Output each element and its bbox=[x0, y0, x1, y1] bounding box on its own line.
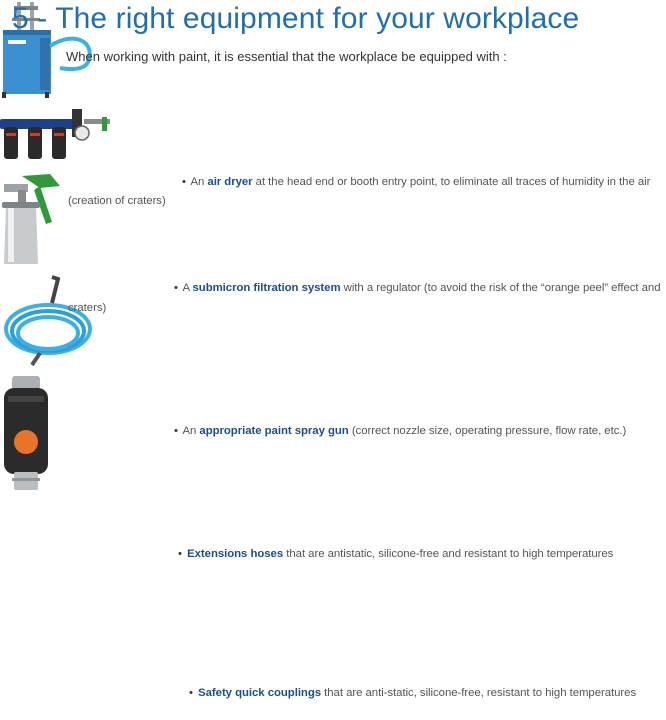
page-title: 5 - The right equipment for your workplace bbox=[12, 2, 580, 35]
equipment-item-filtration: • A submicron filtration system with a regulator (to avoid the risk of the “orange peel” effect and craters) bbox=[0, 105, 666, 172]
spray-gun-icon bbox=[0, 172, 66, 268]
item-continuation: craters) bbox=[68, 302, 107, 314]
item-keyword: air dryer bbox=[207, 176, 253, 188]
item-keyword: Extensions hoses bbox=[187, 548, 284, 560]
filtration-system-icon bbox=[0, 105, 110, 167]
equipment-item-air-dryer: • An air dryer at the head end or booth entry point, to eliminate all traces of humidity in the air (creation of craters) bbox=[0, 0, 666, 105]
quick-coupling-icon bbox=[0, 374, 52, 494]
item-keyword: Safety quick couplings bbox=[198, 687, 322, 699]
intro-text: When working with paint, it is essential that the workplace be equipped with : bbox=[66, 49, 507, 64]
extension-hose-icon bbox=[0, 273, 98, 369]
equipment-item-coupling: • Safety quick couplings that are anti-static, silicone-free, resistant to high temperatures bbox=[0, 374, 666, 499]
equipment-item-spray-gun: • An appropriate paint spray gun (correct nozzle size, operating pressure, flow rate, etc.) bbox=[0, 172, 666, 273]
item-keyword: appropriate paint spray gun bbox=[199, 425, 349, 437]
item-keyword: submicron filtration system bbox=[192, 282, 341, 294]
equipment-item-hose: • Extensions hoses that are antistatic, silicone-free and resistant to high temperatures bbox=[0, 273, 666, 374]
item-continuation: (creation of craters) bbox=[68, 195, 166, 207]
